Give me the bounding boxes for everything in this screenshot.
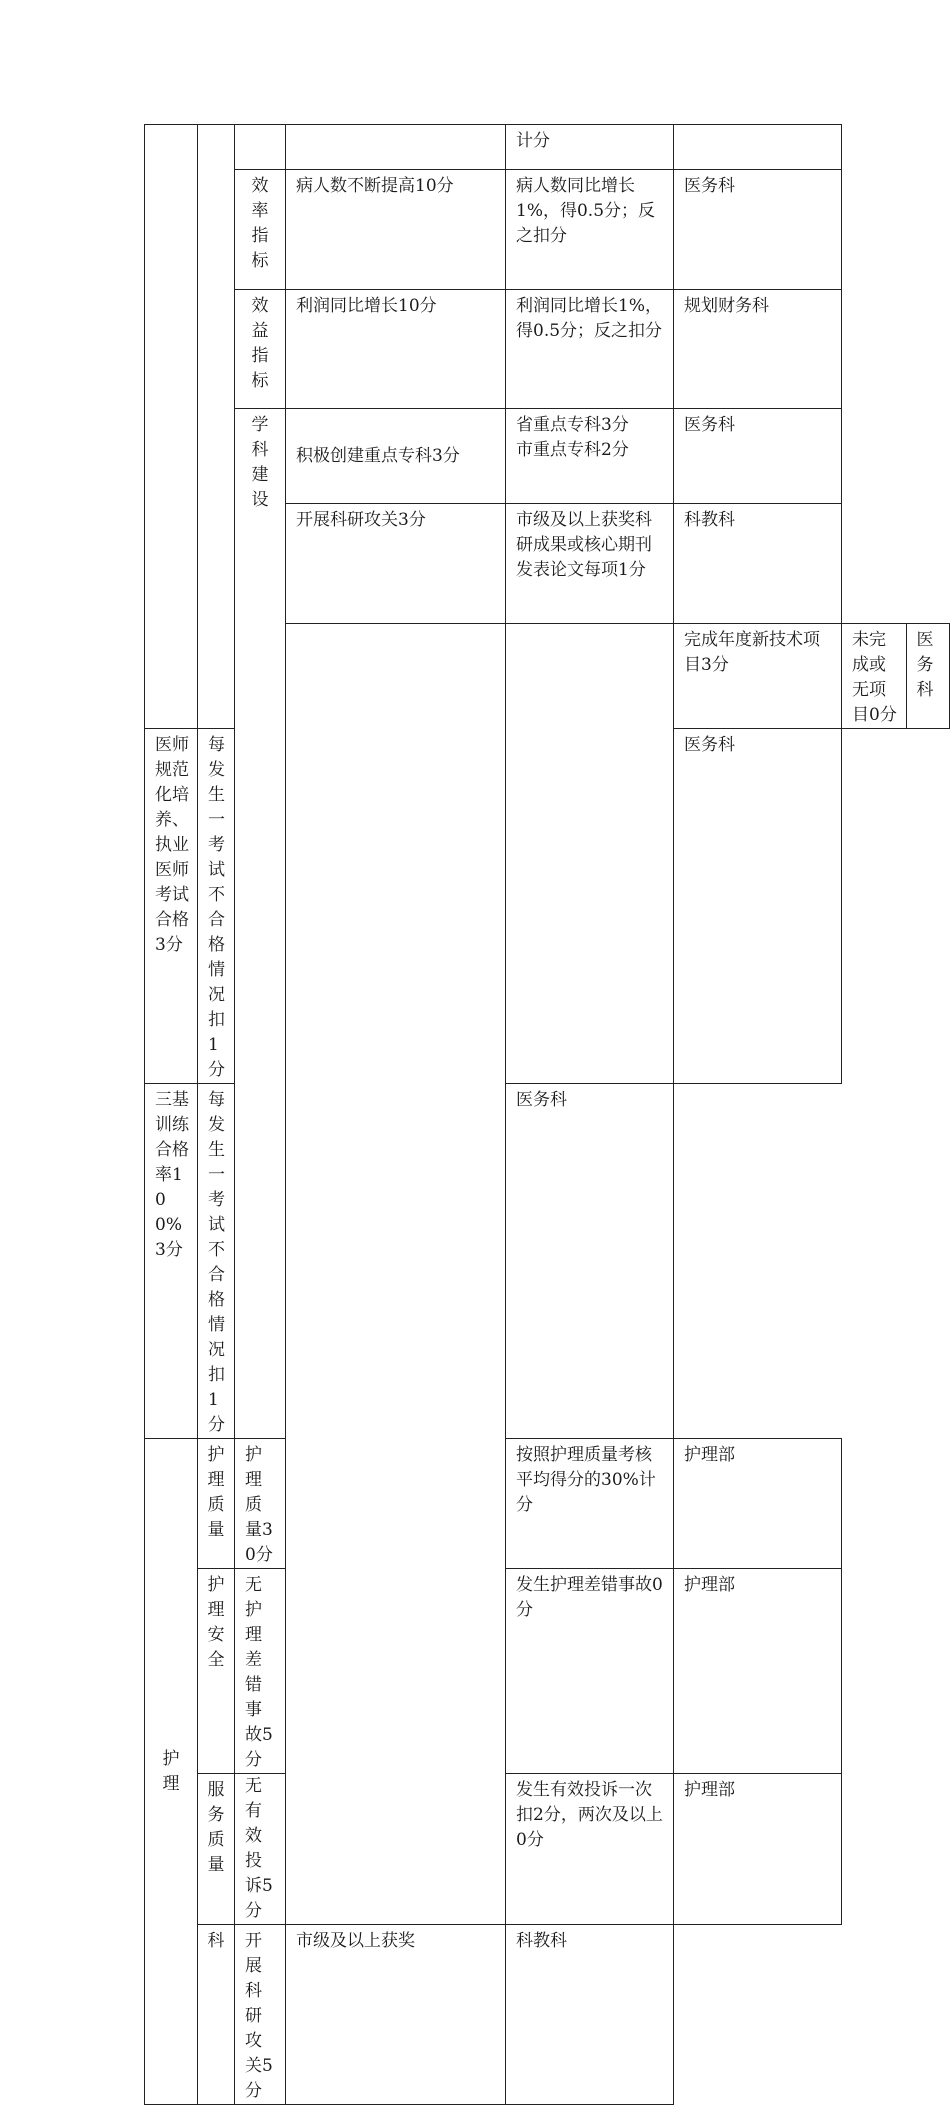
category-cell: 效率指标 <box>235 170 286 290</box>
table-row <box>145 1569 950 1774</box>
nursing-group-cell <box>145 1439 198 2105</box>
content-cell: 无有效投诉5分 <box>235 1774 286 1925</box>
table-row <box>145 1925 950 2105</box>
method-cell: 利润同比增长1%，得0.5分；反之扣分 <box>506 290 674 409</box>
dept-cell: 护理部 <box>674 1439 842 1569</box>
category-cell <box>235 125 286 170</box>
nursing-label: 护理 <box>162 1748 180 1794</box>
level2-cell-mid <box>506 624 674 1084</box>
content-cell: 病人数不断提高10分 <box>286 170 506 290</box>
method-cell: 省重点专科3分 市重点专科2分 <box>506 409 674 504</box>
dept-cell: 护理部 <box>674 1569 842 1774</box>
content-cell: 三基训练合格率100% 3分 <box>145 1084 198 1439</box>
table-row <box>145 409 950 504</box>
content-cell: 积极创建重点专科3分 <box>286 409 506 504</box>
method-cell: 按照护理质量考核平均得分的30%计分 <box>506 1439 674 1569</box>
table-row <box>145 290 950 409</box>
table-row <box>145 1774 950 1925</box>
method-cell: 市级及以上获奖 <box>286 1925 506 2105</box>
category-cell: 科 <box>198 1925 235 2105</box>
level1-cell-bottom <box>286 624 506 1925</box>
level2-cell-top <box>198 125 235 729</box>
content-cell: 护理质量30分 <box>235 1439 286 1569</box>
content-cell <box>286 125 506 170</box>
method-cell: 发生护理差错事故0分 <box>506 1569 674 1774</box>
dept-cell: 科教科 <box>506 1925 674 2105</box>
method-cell: 未完成或无项目0分 <box>842 624 907 729</box>
content-cell: 利润同比增长10分 <box>286 290 506 409</box>
table-row <box>145 170 950 290</box>
content-cell: 完成年度新技术项目3分 <box>674 624 842 729</box>
dept-cell: 医务科 <box>674 409 842 504</box>
method-cell: 病人数同比增长1%，得0.5分；反之扣分 <box>506 170 674 290</box>
method-cell: 发生有效投诉一次扣2分，两次及以上0分 <box>506 1774 674 1925</box>
level1-cell-top <box>145 125 198 729</box>
dept-cell <box>674 125 842 170</box>
table-row <box>145 125 950 170</box>
dept-cell: 医务科 <box>674 729 842 1084</box>
content-cell: 医师规范化培养、执业医师考试合格3分 <box>145 729 198 1084</box>
dept-cell: 护理部 <box>674 1774 842 1925</box>
method-cell: 每发生一考试不合格情况扣1分 <box>198 1084 235 1439</box>
dept-cell: 科教科 <box>674 504 842 624</box>
assessment-table <box>144 124 950 2105</box>
dept-cell: 医务科 <box>674 170 842 290</box>
method-cell: 每发生一考试不合格情况扣1分 <box>198 729 235 1084</box>
table-row <box>145 1439 950 1569</box>
dept-cell: 医务科 <box>506 1084 674 1439</box>
dept-cell: 规划财务科 <box>674 290 842 409</box>
content-cell: 开展科研攻关3分 <box>286 504 506 624</box>
method-cell: 计分 <box>506 125 674 170</box>
category-cell: 护理安全 <box>198 1569 235 1774</box>
content-cell: 开展科研攻关5分 <box>235 1925 286 2105</box>
category-cell: 服务质量 <box>198 1774 235 1925</box>
method-cell: 市级及以上获奖科研成果或核心期刊发表论文每项1分 <box>506 504 674 624</box>
category-cell: 学科建设 <box>235 409 286 1439</box>
content-cell: 无护理差错事故5分 <box>235 1569 286 1774</box>
dept-cell: 医务科 <box>906 624 949 729</box>
category-cell: 效益指标 <box>235 290 286 409</box>
category-cell: 护理质量 <box>198 1439 235 1569</box>
